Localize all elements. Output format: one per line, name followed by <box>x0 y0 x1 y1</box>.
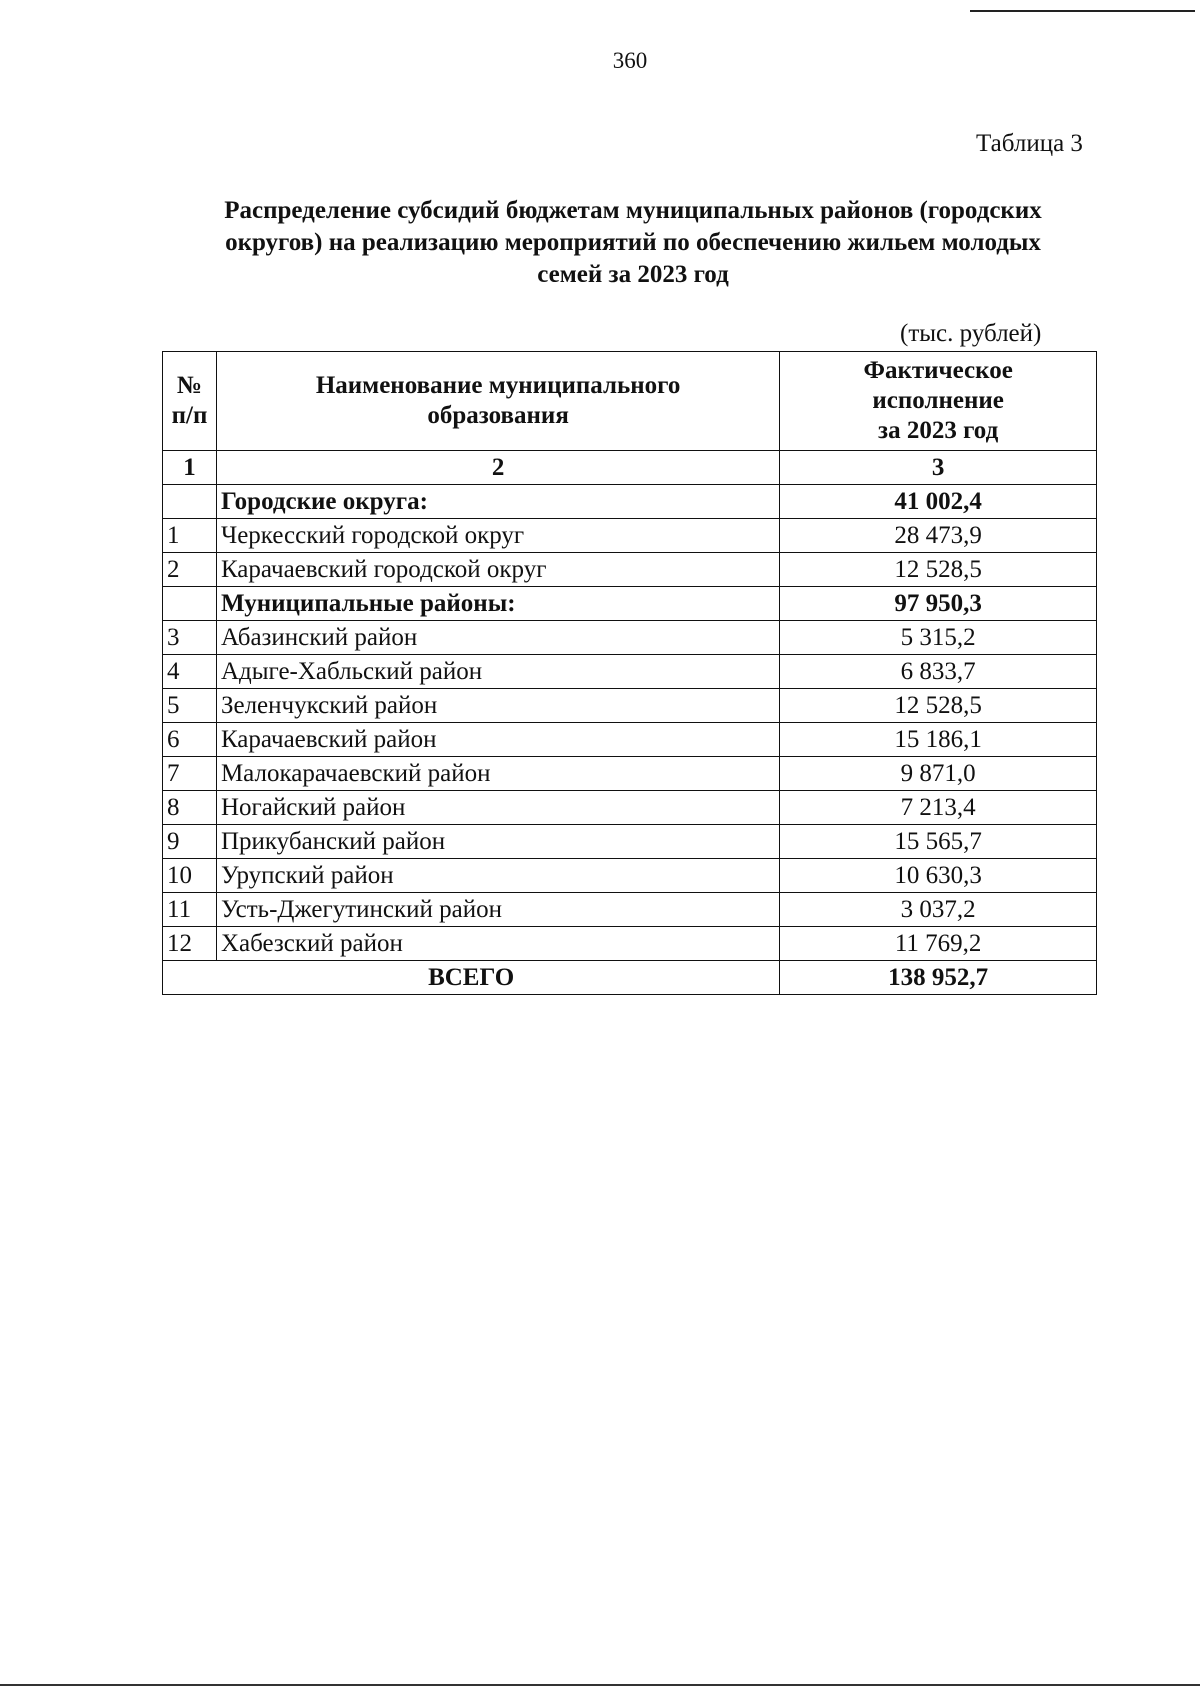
row-value: 41 002,4 <box>780 485 1097 519</box>
total-label: ВСЕГО <box>163 961 780 995</box>
row-name: Прикубанский район <box>216 825 779 859</box>
column-number: 1 <box>163 451 217 485</box>
row-value: 6 833,7 <box>780 655 1097 689</box>
row-value: 12 528,5 <box>780 689 1097 723</box>
title-line: Распределение субсидий бюджетам муниципальных районов (городских <box>224 197 1042 224</box>
table-row <box>163 621 1097 655</box>
units-note: (тыс. рублей) <box>900 320 1042 347</box>
title-line: округов) на реализацию мероприятий по обеспечению жильем молодых <box>225 229 1041 256</box>
row-number: 8 <box>163 791 217 825</box>
row-name: Адыге-Хабльский район <box>216 655 779 689</box>
table-caption: Таблица 3 <box>976 130 1083 157</box>
scan-edge-line <box>970 10 1195 12</box>
header-number: № п/п <box>163 352 217 451</box>
total-row <box>163 961 1097 995</box>
table-row <box>163 553 1097 587</box>
table-row <box>163 825 1097 859</box>
table-row <box>163 757 1097 791</box>
row-number: 1 <box>163 519 217 553</box>
row-name: Ногайский район <box>216 791 779 825</box>
table-row <box>163 791 1097 825</box>
document-title <box>168 195 1098 291</box>
row-value: 28 473,9 <box>780 519 1097 553</box>
row-value: 15 186,1 <box>780 723 1097 757</box>
row-value: 10 630,3 <box>780 859 1097 893</box>
row-name: Усть-Джегутинский район <box>216 893 779 927</box>
row-value: 11 769,2 <box>780 927 1097 961</box>
row-value: 12 528,5 <box>780 553 1097 587</box>
row-number: 6 <box>163 723 217 757</box>
header-value: Фактическое исполнение за 2023 год <box>780 352 1097 451</box>
row-value: 9 871,0 <box>780 757 1097 791</box>
row-name: Хабезский район <box>216 927 779 961</box>
row-value: 5 315,2 <box>780 621 1097 655</box>
page-number: 360 <box>612 48 648 73</box>
column-number: 2 <box>216 451 779 485</box>
table-row <box>163 859 1097 893</box>
row-number: 5 <box>163 689 217 723</box>
row-name: Зеленчукский район <box>216 689 779 723</box>
table-row <box>163 689 1097 723</box>
row-name: Малокарачаевский район <box>216 757 779 791</box>
table-row <box>163 519 1097 553</box>
subtotal-row <box>163 587 1097 621</box>
row-number: 11 <box>163 893 217 927</box>
row-number: 9 <box>163 825 217 859</box>
table-header-row <box>163 352 1097 451</box>
subsidy-table <box>162 351 1097 995</box>
row-name: Карачаевский район <box>216 723 779 757</box>
column-numbers-row <box>163 451 1097 485</box>
row-value: 15 565,7 <box>780 825 1097 859</box>
row-value: 7 213,4 <box>780 791 1097 825</box>
row-name: Городские округа: <box>216 485 779 519</box>
row-name: Урупский район <box>216 859 779 893</box>
row-number: 7 <box>163 757 217 791</box>
table-row <box>163 893 1097 927</box>
row-number: 3 <box>163 621 217 655</box>
title-line: семей за 2023 год <box>537 261 729 288</box>
row-value: 3 037,2 <box>780 893 1097 927</box>
scan-edge-line <box>0 1684 1200 1686</box>
row-number: 10 <box>163 859 217 893</box>
row-name: Муниципальные районы: <box>216 587 779 621</box>
total-value: 138 952,7 <box>780 961 1097 995</box>
table-body <box>163 485 1097 961</box>
table-row <box>163 927 1097 961</box>
row-number <box>163 587 217 621</box>
row-number: 2 <box>163 553 217 587</box>
row-number: 4 <box>163 655 217 689</box>
column-number: 3 <box>780 451 1097 485</box>
row-name: Черкесский городской округ <box>216 519 779 553</box>
row-number: 12 <box>163 927 217 961</box>
table-row <box>163 723 1097 757</box>
row-name: Карачаевский городской округ <box>216 553 779 587</box>
row-name: Абазинский район <box>216 621 779 655</box>
subtotal-row <box>163 485 1097 519</box>
row-number <box>163 485 217 519</box>
table-row <box>163 655 1097 689</box>
header-name: Наименование муниципального образования <box>216 352 779 451</box>
row-value: 97 950,3 <box>780 587 1097 621</box>
